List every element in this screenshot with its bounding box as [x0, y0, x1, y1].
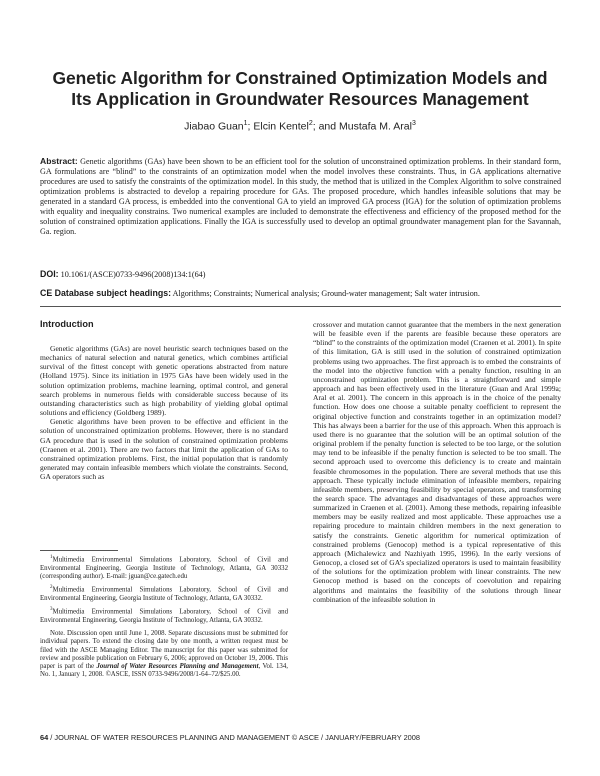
- footnote-mark: 3: [50, 607, 53, 613]
- doi-line: [40, 269, 206, 279]
- journal-name: Journal of Water Resources Planning and Management: [96, 663, 259, 671]
- footnote: [40, 554, 288, 581]
- doi-link[interactable]: 10.1061/(ASCE)0733-9496(2008)134:1(64): [60, 270, 206, 279]
- footnote-divider: [40, 550, 118, 551]
- page-number: 64: [40, 733, 49, 742]
- footnote-text: Multimedia Environmental Simulations Laboratory, School of Civil and Environmental Engineering, Georgia Institute of Technology, Atlanta, GA 30332 (corresponding author). E-mail: jguan@ce.gatech.edu: [40, 556, 288, 580]
- author-mark: 2: [308, 120, 313, 127]
- right-column: [313, 320, 561, 604]
- footnote: [40, 584, 288, 603]
- note-text: Note. Discussion open until June 1, 2008. Separate discussions must be submitted for individual papers. To extend the closing date by one month, a written request must be filed with the ASCE Managing Editor. The manuscript for this paper was submitted for review and possible publication on February 6, 2006; approved on October 19, 2006. This paper is part of the: [40, 629, 288, 671]
- page-footer: [40, 733, 561, 742]
- body-paragraph: crossover and mutation cannot guarantee that the members in the next generation will be feasible even if the parents are feasible because these operators are “blind” to the constraints of the optimization model (Craenen et al. 2001). In spite of this limitation, GA is still used in the solution of constrained optimization problems using two approaches. The first approach is to embed the constraints of the model into the objective function with a penalty function, resulting in an unconstrained optimization problem. This is a straightforward and simple approach and has been effectively used in the literature (Guan and Aral 1999a; Aral et al. 2001). The concern in this approach is in the choice of the penalty function. How does one choose a suitable penalty coefficient to represent the original objective function and constraints together in an optimization model? This has always been a barrier for the use of this approach. When this approach is used there is no guarantee that the solution will be an optimal solution of the original problem if the penalty function is selected to be too large, or the solution may tend to be infeasible if the penalty function is selected to be too small. The second approach used to overcome this deficiency is to create and maintain feasible chromosomes in the population. There are several methods that use this approach. These typically include elimination of infeasible members, repairing infeasible members, preserving feasibility by special operators, and transforming the search space. The advantages and disadvantages of these approaches were summarized in Craenen et al. (2001). Among these methods, repairing infeasible members may be easily realized and most applicable. These approaches use a repairing procedure to maintain children members in the next generation to satisfy the constraints. Genetic algorithm for numerical optimization of constrained problems (Genocop) method is a typical representative of this approach (Michalewicz and Nazhiyath 1995, 1996). In the early versions of Genocop, a closed set of GA’s specialized operators is used to maintain feasibility of the solutions for the optimization problem with linear constraints. The new Genocop method is based on the concepts of coevolution and repairing algorithms and maintains the feasibility of the solutions through linear combination of the infeasible solution in: [313, 320, 561, 604]
- body-paragraph: Genetic algorithms (GAs) are novel heuristic search techniques based on the mechanics of natural selection and natural genetics, which combines artificial survival of the fittest concept with genetic operations abstracted from nature (Holland 1975). Since its initiation in 1975 GAs have been widely used in the solution optimization problems, machine learning, optimal control, and general search problems in numerous fields with considerable success because of its outstanding characteristics such as high probability of yielding global optimal solutions and efficiency (Goldberg 1989).: [40, 344, 288, 418]
- subject-headings: [40, 288, 480, 298]
- subject-headings-label: CE Database subject headings:: [40, 288, 172, 298]
- section-heading: Introduction: [40, 319, 94, 329]
- author-name: Elcin Kentel: [253, 120, 309, 133]
- abstract: [40, 156, 561, 237]
- footnote: [40, 606, 288, 625]
- doi-label: DOI:: [40, 269, 59, 279]
- title-line-2: Its Application in Groundwater Resources Management: [71, 89, 529, 109]
- author-list: Jiabao Guan$^1$; Elcin Kentel$^2$; and Mustafa M. Aral$^3$: [184, 120, 416, 133]
- abstract-label: Abstract:: [40, 156, 78, 166]
- author-name: and Mustafa M. Aral: [318, 120, 412, 133]
- subject-headings-value: Algorithms; Constraints; Numerical analysis; Ground-water management; Salt water intrusion.: [172, 289, 480, 298]
- abstract-text: Genetic algorithms (GAs) have been shown to be an efficient tool for the solution of unconstrained optimization problems. In their standard form, GA formulations are “blind” to the constraints of an optimization model when the model involves these constraints. Thus, in GA applications alternative procedures are used to satisfy the constraints of the optimization model. In this study, the method that is utilized in the Complex Algorithm to solve constrained optimization problems is abstracted to develop a repairing procedure for GAs. The proposed procedure, which handles infeasible solutions that may be generated in a standard GA process, is embedded into the conventional GA to yield an improved GA process (IGA) for the solution of optimization problems with equality and inequality constrains. Two numerical examples are included to demonstrate the effectiveness and efficiency of the proposed method for the solution of constrained optimization applications. Finally the IGA is successfully used to develop an optimal groundwater management plan for the Savannah, Ga. region.: [40, 157, 561, 237]
- author-mark: 1: [243, 120, 248, 127]
- footnote-text: Multimedia Environmental Simulations Laboratory, School of Civil and Environmental Engineering, Georgia Institute of Technology, Atlanta, GA 30332.: [40, 586, 288, 602]
- note-text-end: , Vol. 134, No. 1, January 1, 2008. ©ASCE, ISSN 0733-9496/2008/1-64–72/$25.00.: [40, 663, 288, 679]
- footnotes: [40, 554, 288, 683]
- author-name: Jiabao Guan: [184, 120, 244, 133]
- title-line-1: Genetic Algorithm for Constrained Optimization Models and: [52, 68, 548, 88]
- section-divider: [40, 306, 561, 307]
- footnote-mark: 1: [50, 555, 53, 560]
- footnote-mark: 2: [50, 585, 53, 591]
- body-paragraph: Genetic algorithms have been proven to be effective and efficient in the solution of unconstrained optimization problems. However, there is no standard GA procedure that is used in the solution of constrained optimization problems (Craenen et al. 2001). There are two factors that limit the application of GAs to constrained optimization problems. First, the initial population that is randomly generated may contain infeasible members which violate the constraints. Second, GA operators such as: [40, 417, 288, 482]
- running-footer: / JOURNAL OF WATER RESOURCES PLANNING AND MANAGEMENT © ASCE / JANUARY/FEBRUARY 2008: [50, 733, 421, 742]
- editorial-note: [40, 630, 288, 680]
- left-column: [40, 319, 288, 481]
- footnote-text: Multimedia Environmental Simulations Laboratory, School of Civil and Environmental Engineering, Georgia Institute of Technology, Atlanta, GA 30332.: [40, 608, 288, 624]
- paper-title: [40, 68, 560, 110]
- author-mark: 3: [411, 120, 416, 127]
